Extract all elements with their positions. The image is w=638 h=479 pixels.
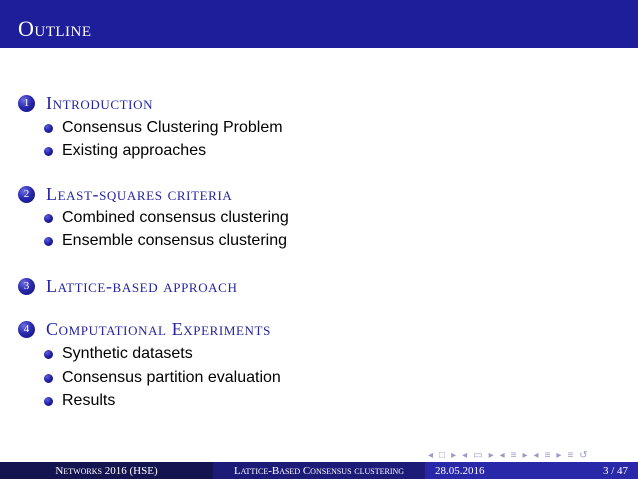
section-number-ball: 2 xyxy=(18,186,35,203)
nav-prev-icon[interactable]: ◂ xyxy=(462,449,468,461)
section-2 xyxy=(18,184,232,204)
section-3 xyxy=(18,276,237,296)
nav-prev-icon[interactable]: ◂ xyxy=(533,449,539,461)
bullet-icon xyxy=(44,237,53,246)
section-4 xyxy=(18,319,271,339)
footer-title: Lattice-Based Consensus clustering xyxy=(213,462,425,479)
list-item xyxy=(44,231,287,251)
slide-header xyxy=(0,0,638,48)
navigation-bar xyxy=(426,448,590,462)
footer-meta xyxy=(425,462,638,479)
nav-next-icon[interactable]: ▸ xyxy=(556,449,562,461)
list-item xyxy=(44,391,115,411)
nav-frame-icon[interactable]: □ xyxy=(439,449,446,461)
bullet-icon xyxy=(44,147,53,156)
list-item-label: Combined consensus clustering xyxy=(62,209,289,226)
footer-page-number: 3 / 47 xyxy=(602,464,628,477)
nav-doc-icon[interactable]: ≡ xyxy=(544,449,551,461)
nav-appendix-icon[interactable]: ≡ xyxy=(567,449,574,461)
list-item-label: Ensemble consensus clustering xyxy=(62,232,288,249)
list-item xyxy=(44,344,193,364)
section-number-ball: 1 xyxy=(18,95,35,112)
nav-next-icon[interactable]: ▸ xyxy=(488,449,494,461)
list-item xyxy=(44,141,206,161)
bullet-icon xyxy=(44,397,53,406)
nav-search-icon[interactable]: ↺ xyxy=(579,449,588,461)
footer-date: 28.05.2016 xyxy=(435,464,485,477)
list-item-label: Synthetic datasets xyxy=(62,345,193,362)
list-item-label: Results xyxy=(62,392,116,409)
list-item xyxy=(44,368,281,388)
list-item xyxy=(44,208,289,228)
section-title: Lattice-based approach xyxy=(46,275,238,296)
nav-section-icon[interactable]: ≡ xyxy=(510,449,517,461)
bullet-icon xyxy=(44,214,53,223)
section-number-ball: 4 xyxy=(18,321,35,338)
bullet-icon xyxy=(44,124,53,133)
bullet-icon xyxy=(44,350,53,359)
nav-subsection-icon[interactable]: ▭ xyxy=(473,449,483,461)
list-item-label: Existing approaches xyxy=(62,142,207,159)
section-title: Introduction xyxy=(46,92,154,113)
bullet-icon xyxy=(44,374,53,383)
slide-footer xyxy=(0,462,638,479)
nav-prev-icon[interactable]: ◂ xyxy=(428,449,434,461)
section-1 xyxy=(18,93,153,113)
nav-prev-icon[interactable]: ◂ xyxy=(499,449,505,461)
section-number-ball: 3 xyxy=(18,278,35,295)
list-item xyxy=(44,118,283,138)
footer-author: Networks 2016 (HSE) xyxy=(0,462,213,479)
slide-title: Outline xyxy=(18,16,92,41)
list-item-label: Consensus partition evaluation xyxy=(62,369,281,386)
section-title: Least-squares criteria xyxy=(46,183,233,204)
nav-next-icon[interactable]: ▸ xyxy=(451,449,457,461)
nav-next-icon[interactable]: ▸ xyxy=(522,449,528,461)
list-item-label: Consensus Clustering Problem xyxy=(62,119,283,136)
section-title: Computational Experiments xyxy=(46,318,271,339)
